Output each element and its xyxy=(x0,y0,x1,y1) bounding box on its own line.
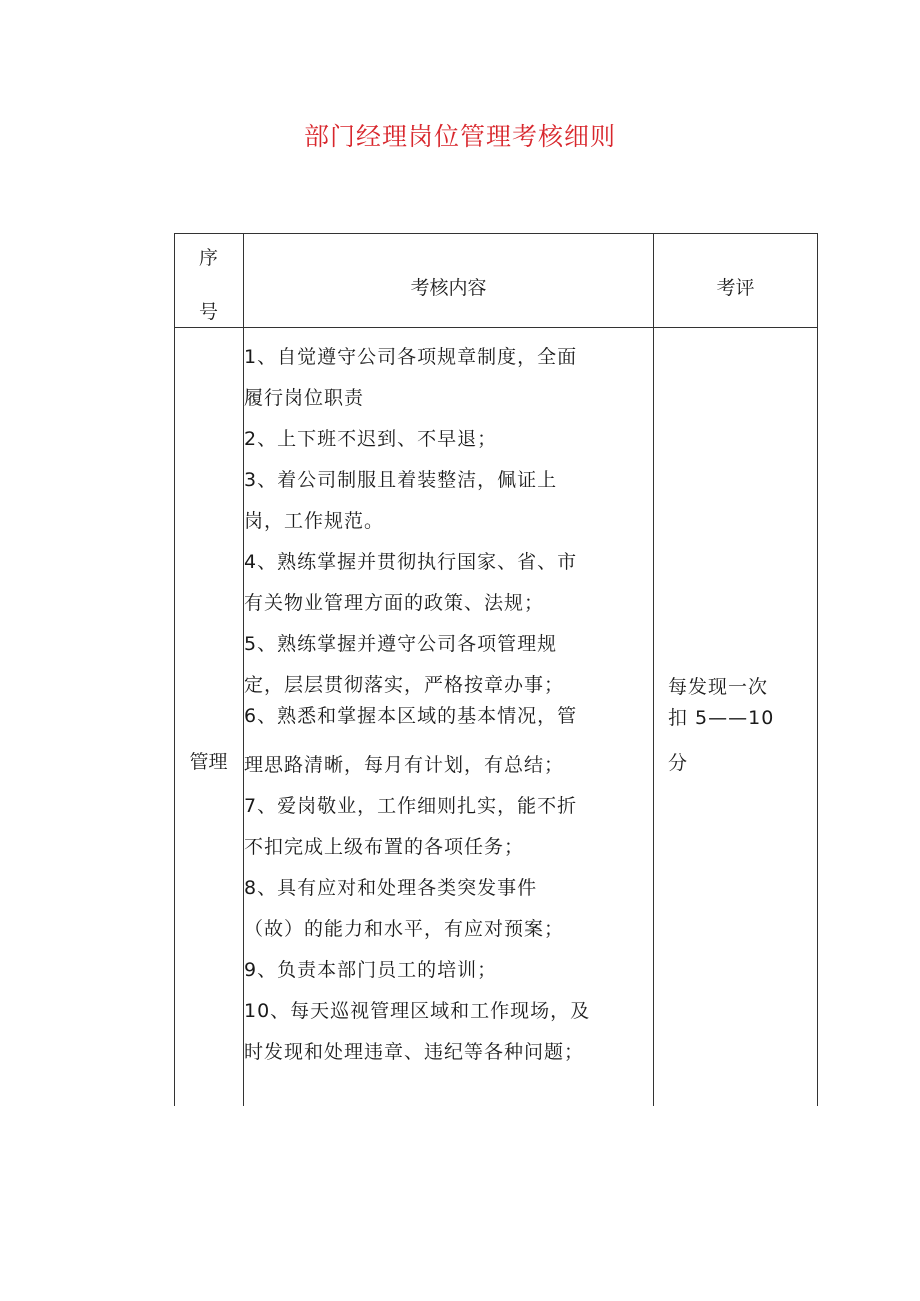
content-line: （故）的能力和水平，有应对预案； xyxy=(244,918,565,940)
header-evaluation: 考评 xyxy=(716,277,755,299)
content-line: 4、熟练掌握并贯彻执行国家、省、市 xyxy=(244,551,578,573)
row-category: 管理 xyxy=(189,751,228,773)
content-line: 理思路清晰，每月有计划，有总结； xyxy=(244,754,565,776)
header-index-line-2: 号 xyxy=(198,301,218,323)
content-line: 9、负责本部门员工的培训； xyxy=(244,959,498,981)
evaluation-line: 分 xyxy=(668,752,689,774)
evaluation-line: 每发现一次 xyxy=(668,676,769,698)
content-line: 5、熟练掌握并遵守公司各项管理规 xyxy=(244,633,558,655)
evaluation-line: 扣 5——10 xyxy=(668,707,775,729)
page-title: 部门经理岗位管理考核细则 xyxy=(303,122,616,151)
table-header-divider xyxy=(174,327,818,328)
content-line: 8、具有应对和处理各类突发事件 xyxy=(244,877,538,899)
header-index-line-1: 序 xyxy=(198,247,218,269)
table-col-divider-2 xyxy=(653,233,654,1106)
content-line: 1、自觉遵守公司各项规章制度，全面 xyxy=(244,346,578,368)
content-line: 不扣完成上级布置的各项任务； xyxy=(244,836,525,858)
content-line: 10、每天巡视管理区域和工作现场，及 xyxy=(244,1000,591,1022)
content-line: 履行岗位职责 xyxy=(244,387,365,409)
content-line: 3、着公司制服且着装整洁，佩证上 xyxy=(244,469,558,491)
content-line: 有关物业管理方面的政策、法规； xyxy=(244,592,545,614)
table-border-left xyxy=(174,233,175,1106)
content-line: 时发现和处理违章、违纪等各种问题； xyxy=(244,1041,585,1063)
content-line: 定，层层贯彻落实，严格按章办事； xyxy=(244,674,565,696)
table-border-right xyxy=(817,233,818,1106)
table-border-top xyxy=(174,233,818,234)
content-line: 7、爱岗敬业，工作细则扎实，能不折 xyxy=(244,795,578,817)
header-content: 考核内容 xyxy=(410,277,487,299)
content-line: 6、熟悉和掌握本区域的基本情况，管 xyxy=(244,705,578,727)
content-line: 岗，工作规范。 xyxy=(244,510,385,532)
content-line: 2、上下班不迟到、不早退； xyxy=(244,428,498,450)
